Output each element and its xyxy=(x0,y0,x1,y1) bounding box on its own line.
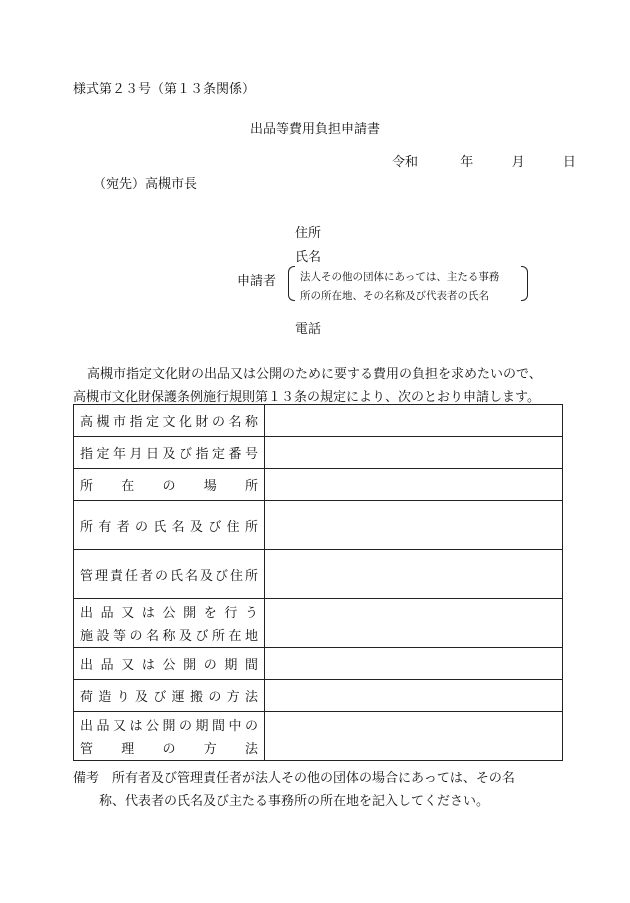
applicant-phone-label: 電話 xyxy=(295,322,322,337)
table-row xyxy=(74,437,563,469)
date-day: 日 xyxy=(562,155,576,170)
row-value-field[interactable] xyxy=(265,712,563,761)
row-label: 出品又は公開の期間 xyxy=(74,648,265,680)
date-era: 令和 xyxy=(392,155,419,170)
row-label: 所在の場所 xyxy=(74,469,265,501)
document-title: 出品等費用負担申請書 xyxy=(249,122,380,137)
table-row xyxy=(74,405,563,437)
row-value-field[interactable] xyxy=(265,405,563,437)
form-number: 様式第２３号（第１３条関係） xyxy=(73,82,256,97)
note-bracket-left xyxy=(288,266,295,301)
table-row xyxy=(74,712,563,761)
row-value-field[interactable] xyxy=(265,648,563,680)
applicant-label: 申請者 xyxy=(237,274,277,289)
body-text-line2: 高槻市文化財保護条例施行規則第１３条の規定により、次のとおり申請します。 xyxy=(73,390,540,405)
remarks-line2: 称、代表者の氏名及び主たる事務所の所在地を記入してください。 xyxy=(99,794,490,809)
row-label: 指定年月日及び指定番号 xyxy=(74,437,265,469)
applicant-note-line2: 所の所在地、その名称及び代表者の氏名 xyxy=(300,290,489,302)
row-label: 荷造り及び運搬の方法 xyxy=(74,680,265,712)
table-row xyxy=(74,648,563,680)
date-year: 年 xyxy=(460,155,474,170)
row-value-field[interactable] xyxy=(265,550,563,599)
note-bracket-right xyxy=(521,266,528,301)
date-month: 月 xyxy=(511,155,525,170)
table-row xyxy=(74,599,563,648)
application-table xyxy=(73,404,563,761)
table-row xyxy=(74,680,563,712)
applicant-name-label: 氏名 xyxy=(295,250,322,265)
row-label: 高槻市指定文化財の名称 xyxy=(74,405,265,437)
date-line xyxy=(392,151,576,170)
row-value-field[interactable] xyxy=(265,599,563,648)
remarks-line1: 備考 所有者及び管理責任者が法人その他の団体の場合にあっては、その名 xyxy=(73,771,515,786)
table-row xyxy=(74,469,563,501)
row-value-field[interactable] xyxy=(265,469,563,501)
applicant-note-line1: 法人その他の団体にあっては、主たる事務 xyxy=(300,271,500,283)
applicant-address-label: 住所 xyxy=(295,226,322,241)
addressee: （宛先）高槻市長 xyxy=(93,177,198,192)
row-label: 出品又は公開の期間中の 管理の方法 xyxy=(74,712,265,761)
row-label: 所有者の氏名及び住所 xyxy=(74,501,265,550)
body-text-line1: 高槻市指定文化財の出品又は公開のために要する費用の負担を求めたいので、 xyxy=(87,367,542,382)
row-value-field[interactable] xyxy=(265,437,563,469)
table-row xyxy=(74,550,563,599)
row-label: 出品又は公開を行う 施設等の名称及び所在地 xyxy=(74,599,265,648)
row-label: 管理責任者の氏名及び住所 xyxy=(74,550,265,599)
table-row xyxy=(74,501,563,550)
row-value-field[interactable] xyxy=(265,501,563,550)
row-value-field[interactable] xyxy=(265,680,563,712)
